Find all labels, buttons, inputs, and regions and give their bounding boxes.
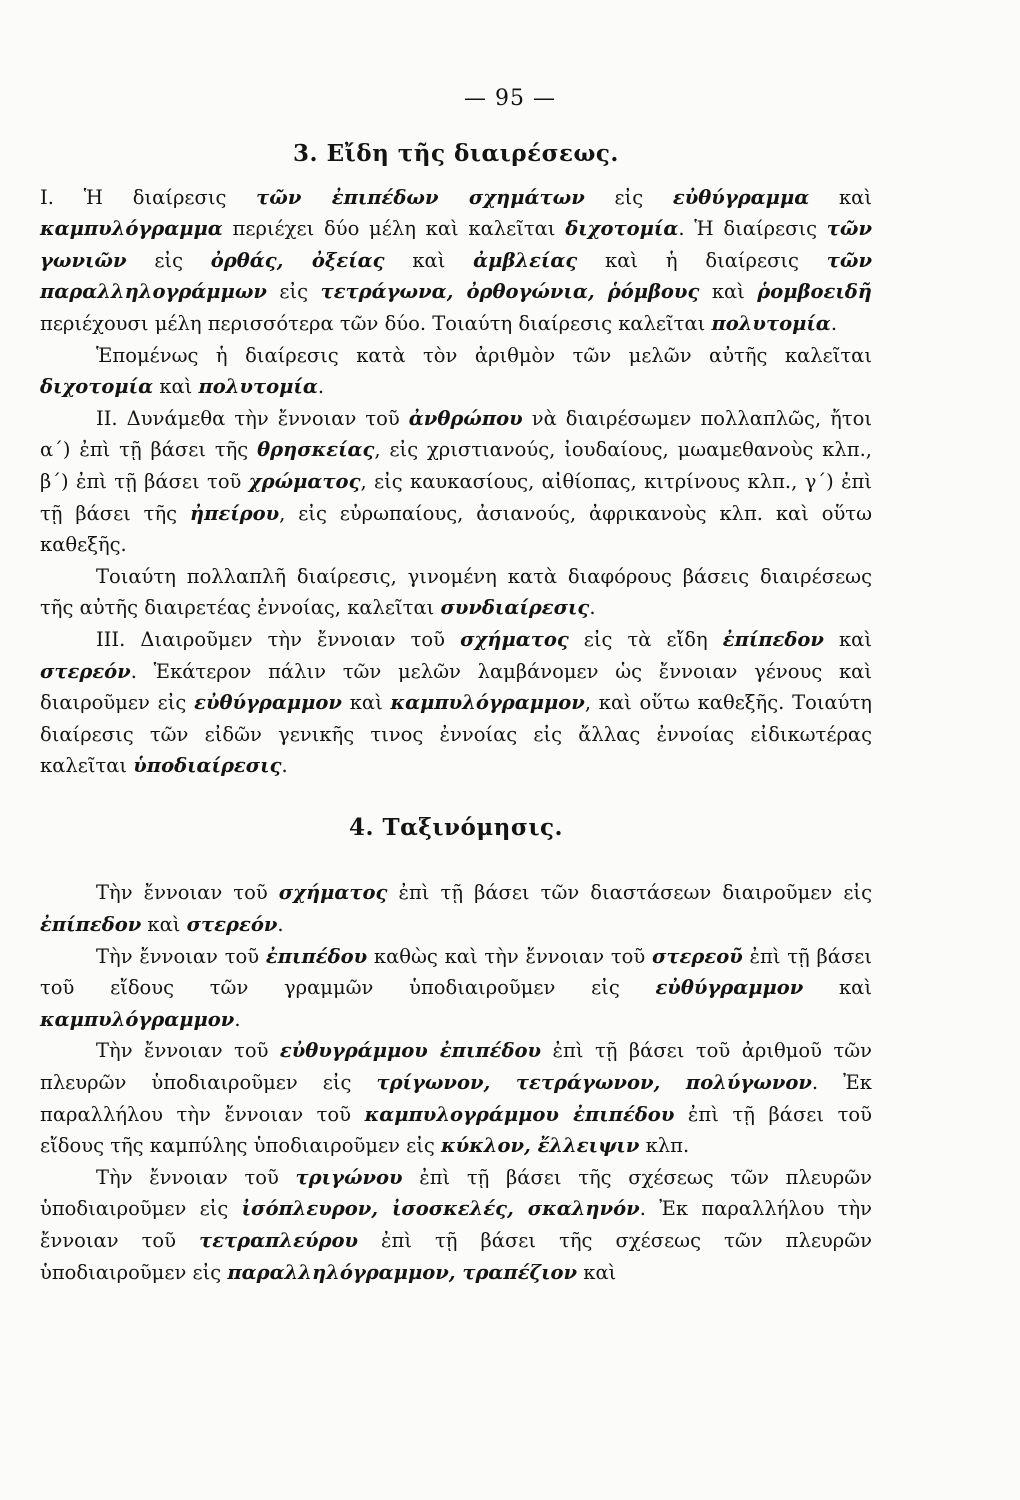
paragraph xyxy=(40,941,872,1036)
text-run: Τὴν ἔννοιαν τοῦ xyxy=(96,944,266,968)
section-body xyxy=(40,182,872,782)
text-run: Τὴν ἔννοιαν τοῦ xyxy=(96,1165,296,1189)
emphasized-term: τριγώνου xyxy=(295,1165,403,1189)
emphasized-term: κύκλον, ἔλλειψιν xyxy=(441,1134,640,1158)
text-run: ἐπὶ τῇ βάσει τοῦ εἴδους τῆς καμπύλης ὑποδιαιροῦμεν εἰς xyxy=(40,1102,872,1158)
text-run: καὶ xyxy=(341,691,391,715)
text-run: καὶ xyxy=(141,913,187,937)
text-run: καὶ xyxy=(577,1260,617,1284)
text-run: Τοιαύτη πολλαπλῆ διαίρεσις, γινομένη κατὰ διαφόρους βάσεις διαιρέσεως τῆς αὐτῆς διαιρετέας ἐννοίας, καλεῖται xyxy=(40,564,872,620)
emphasized-term: πολυτομία xyxy=(198,375,318,399)
emphasized-term: τετράγωνα, ὀρθογώνια, ῥόμβους xyxy=(320,280,700,304)
emphasized-term: τῶν παραλληλογράμμων xyxy=(40,248,872,304)
text-run: καὶ xyxy=(809,185,872,209)
emphasized-term: ἰσόπλευρον, ἰσοσκελές, σκαληνόν xyxy=(241,1197,640,1221)
emphasized-term: ἀνθρώπου xyxy=(408,406,523,430)
emphasized-term: συνδιαίρεσις xyxy=(440,596,590,620)
emphasized-term: ἀμβλείας xyxy=(473,248,578,272)
text-run: . Ἑκάτερον πάλιν τῶν μελῶν λαμβάνομεν ὡς ἔννοιαν γένους καὶ διαιροῦμεν εἰς xyxy=(40,659,872,715)
paragraph xyxy=(40,624,872,782)
text-run: . Ἐκ παραλλήλου τὴν ἔννοιαν τοῦ xyxy=(40,1197,872,1252)
emphasized-term: στερεοῦ xyxy=(652,944,743,968)
text-run: περιέχει δύο μέλη καὶ καλεῖται xyxy=(222,217,566,241)
section-body xyxy=(40,877,872,1288)
text-run: καὶ xyxy=(803,976,872,1000)
text-run: καθὼς καὶ τὴν ἔννοιαν τοῦ xyxy=(367,944,653,968)
paragraph xyxy=(40,182,872,340)
text-run: καὶ xyxy=(153,375,199,399)
text-run: II. Δυνάμεθα τὴν ἔννοιαν τοῦ xyxy=(96,406,409,430)
emphasized-term: χρώματος xyxy=(248,469,361,493)
paragraph xyxy=(40,877,872,940)
emphasized-term: ἠπείρου xyxy=(189,501,280,525)
paragraph xyxy=(40,1035,872,1161)
text-run: . Ἡ διαίρεσις xyxy=(678,217,827,241)
text-run: εἰς τὰ εἴδη xyxy=(568,627,723,651)
emphasized-term: τρίγωνον, τετράγωνον, πολύγωνον xyxy=(376,1071,812,1095)
text-run: νὰ διαιρέσωμεν πολλαπλῶς, ἤτοι α΄) ἐπὶ τῇ βάσει τῆς xyxy=(40,406,872,462)
text-run: I. Ἡ διαίρεσις xyxy=(40,185,257,209)
emphasized-term: ἐπιπέδου xyxy=(265,944,368,968)
text-run: , εἰς καυκασίους, αἰθίοπας, κιτρίνους κλπ., γ΄) ἐπὶ τῇ βάσει τῆς xyxy=(40,469,873,525)
emphasized-term: ἐπίπεδον xyxy=(722,627,824,651)
emphasized-term: καμπυλογράμμου ἐπιπέδου xyxy=(364,1102,675,1126)
emphasized-term: θρησκείας xyxy=(257,438,375,462)
text-run: εἰς xyxy=(584,185,673,209)
text-run: ἐπὶ τῇ βάσει τῆς σχέσεως τῶν πλευρῶν ὑποδιαιροῦμεν εἰς xyxy=(40,1165,872,1221)
section-heading: 4. Ταξινόμησις. xyxy=(348,813,564,841)
emphasized-term: πολυτομία xyxy=(711,311,831,335)
emphasized-term: στερεόν xyxy=(186,913,278,937)
text-run: Τὴν ἔννοιαν τοῦ xyxy=(96,881,279,905)
text-run: . xyxy=(234,1007,241,1031)
text-run: , εἰς εὐρωπαίους, ἀσιανούς, ἀφρικανοὺς κλπ. καὶ οὕτω καθεξῆς. xyxy=(40,501,872,557)
text-run: εἰς xyxy=(266,280,321,304)
emphasized-term: ὑποδιαίρεσις xyxy=(133,754,282,778)
text-run: καὶ xyxy=(699,280,758,304)
emphasized-term: εὐθύγραμμα xyxy=(672,185,810,209)
text-run: Ἑπομένως ἡ διαίρεσις κατὰ τὸν ἀριθμὸν τῶν μελῶν αὐτῆς καλεῖται xyxy=(96,343,872,367)
text-run: καὶ xyxy=(384,248,474,272)
paragraph xyxy=(40,1162,872,1288)
text-run: ἐπὶ τῇ βάσει τῆς σχέσεως τῶν πλευρῶν ὑποδιαιροῦμεν εἰς xyxy=(40,1229,872,1284)
text-run: , εἰς χριστιανούς, ἰουδαίους, μωαμεθανοὺς κλπ., β΄) ἐπὶ τῇ βάσει τοῦ xyxy=(40,438,872,493)
emphasized-term: καμπυλόγραμμα xyxy=(40,217,223,241)
text-run: . xyxy=(277,913,284,937)
text-run: . xyxy=(317,375,325,399)
emphasized-term: παραλληλόγραμμον, τραπέζιον xyxy=(227,1260,578,1284)
text-run: , καὶ οὕτω καθεξῆς. Τοιαύτη διαίρεσις τῶν εἰδῶν γενικῆς τινος ἐννοίας εἰς ἄλλας ἐννοίας εἰδικωτέρας καλεῖται xyxy=(40,691,872,778)
emphasized-term: εὐθύγραμμον xyxy=(194,691,342,715)
text-run: καὶ ἡ διαίρεσις xyxy=(577,248,827,272)
page-number: — 95 — xyxy=(464,86,556,111)
paragraph xyxy=(40,561,872,624)
emphasized-term: τῶν γωνιῶν xyxy=(40,217,872,272)
emphasized-term: ῥομβοειδῆ xyxy=(757,280,872,304)
text-run: ἐπὶ τῇ βάσει τῶν διαστάσεων διαιροῦμεν εἰς xyxy=(387,881,872,905)
text-run: . Ἐκ παραλλήλου τὴν ἔννοιαν τοῦ xyxy=(40,1071,872,1126)
text-run: καὶ xyxy=(823,627,873,651)
text-run: . xyxy=(281,754,288,778)
emphasized-term: διχοτομία xyxy=(40,375,154,399)
text-run: . xyxy=(589,596,596,620)
emphasized-term: εὐθυγράμμου ἐπιπέδου xyxy=(279,1039,542,1063)
section-heading: 3. Εἴδη τῆς διαιρέσεως. xyxy=(293,140,619,167)
emphasized-term: ὀρθάς, ὀξείας xyxy=(210,248,385,272)
emphasized-term: καμπυλόγραμμον xyxy=(390,691,585,715)
text-run: περιέχουσι μέλη περισσότερα τῶν δύο. Τοιαύτη διαίρεσις καλεῖται xyxy=(40,311,712,335)
page-body xyxy=(40,138,872,1288)
emphasized-term: διχοτομία xyxy=(565,217,679,241)
emphasized-term: σχήματος xyxy=(460,627,569,651)
emphasized-term: ἐπίπεδον xyxy=(40,913,142,937)
emphasized-term: τετραπλεύρου xyxy=(199,1229,358,1252)
emphasized-term: τῶν ἐπιπέδων σχημάτων xyxy=(256,185,585,209)
text-run: ἐπὶ τῇ βάσει τοῦ ἀριθμοῦ τῶν πλευρῶν ὑποδιαιροῦμεν εἰς xyxy=(40,1039,872,1095)
emphasized-term: καμπυλόγραμμον xyxy=(40,1007,235,1031)
text-run: ἐπὶ τῇ βάσει τοῦ εἴδους τῶν γραμμῶν ὑποδιαιροῦμεν εἰς xyxy=(40,944,873,1000)
emphasized-term: στερεόν xyxy=(40,659,131,683)
text-run: . xyxy=(830,311,838,335)
text-run: III. Διαιροῦμεν τὴν ἔννοιαν τοῦ xyxy=(96,627,461,651)
text-run: κλπ. xyxy=(639,1134,690,1158)
emphasized-term: σχήματος xyxy=(278,881,388,905)
paragraph xyxy=(40,403,872,561)
paragraph xyxy=(40,340,872,403)
text-run: εἰς xyxy=(126,248,211,272)
emphasized-term: εὐθύγραμμον xyxy=(655,976,804,1000)
text-run: Τὴν ἔννοιαν τοῦ xyxy=(96,1039,280,1063)
